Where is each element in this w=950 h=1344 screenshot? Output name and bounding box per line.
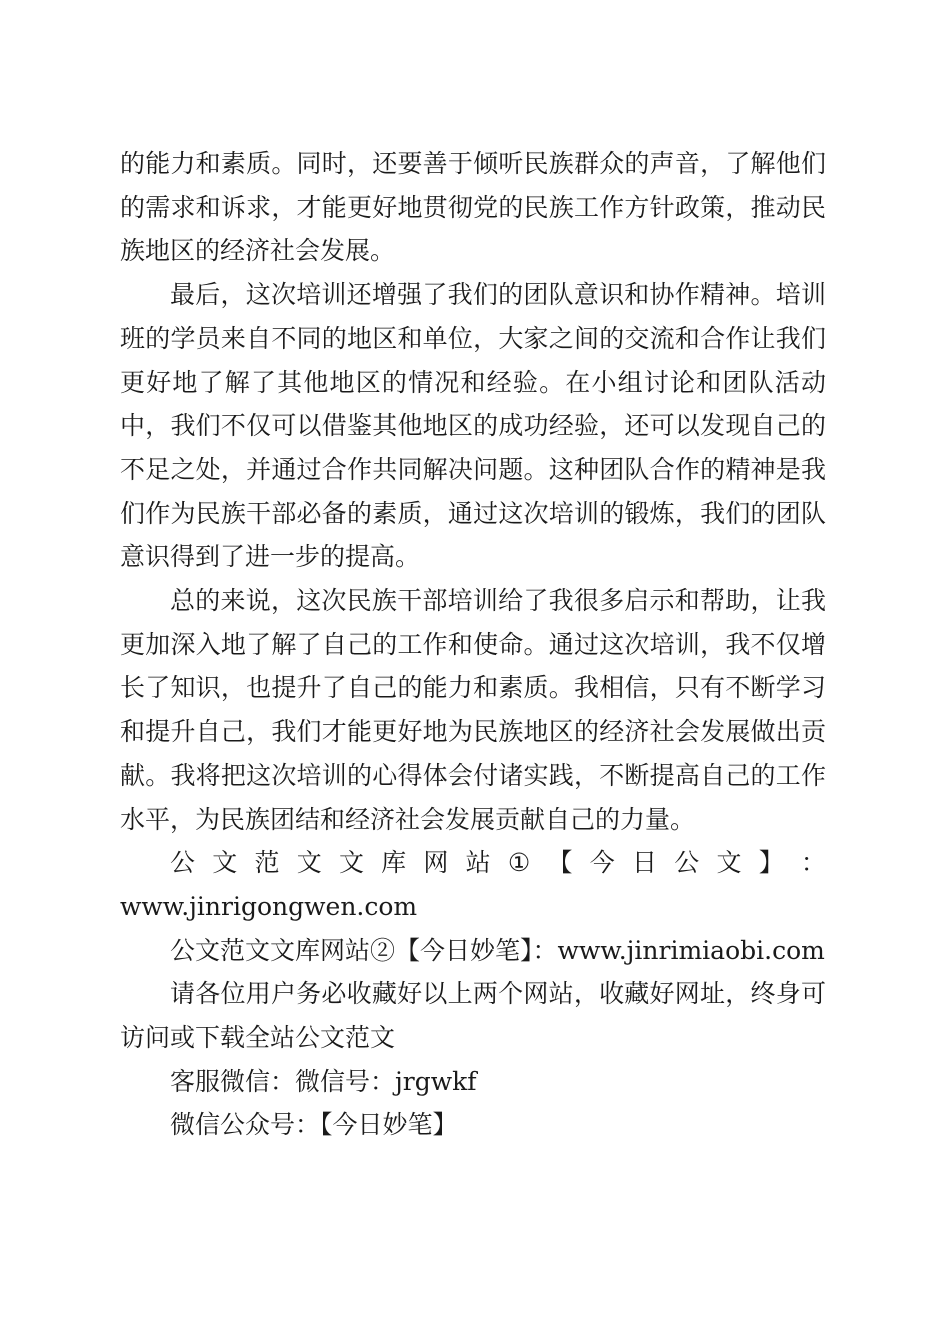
- paragraph-continued: 的能力和素质。同时，还要善于倾听民族群众的声音，了解他们的需求和诉求，才能更好地贯彻党的民族工作方针政策，推动民族地区的经济社会发展。: [120, 149, 826, 266]
- footer-wechat-service: 客服微信：微信号：jrgwkf: [170, 1066, 477, 1096]
- footer-site1-char: 】: [758, 848, 784, 878]
- footer-site1-char: 文: [296, 848, 322, 878]
- footer-site1-line: [120, 841, 826, 885]
- footer-site1-char: 文: [212, 848, 238, 878]
- footer-site1-char: 日: [631, 848, 657, 878]
- paragraph-conclusion: 总的来说，这次民族干部培训给了我很多启示和帮助，让我更加深入地了解了自己的工作和使命。通过这次培训，我不仅增长了知识，也提升了自己的能力和素质。我相信，只有不断学习和提升自己，我们才能更好地为民族地区的经济社会发展做出贡献。我将把这次培训的心得体会付诸实践，不断提高自己的工作水平，为民族团结和经济社会发展贡献自己的力量。: [120, 586, 826, 834]
- footer-notice: 请各位用户务必收藏好以上两个网站，收藏好网址，终身可访问或下载全站公文范文: [120, 979, 826, 1053]
- footer-site1-char: 公: [170, 848, 196, 878]
- footer-site1-char: 文: [338, 848, 364, 878]
- footer-site1-char: 站: [465, 848, 491, 878]
- footer-site1-char: 【: [547, 848, 573, 878]
- footer-site1-char: 范: [254, 848, 280, 878]
- footer-site1-char: 公: [674, 848, 700, 878]
- footer-site1-char: 库: [381, 848, 407, 878]
- footer-site1-char: 文: [716, 848, 742, 878]
- footer-wechat-public: 微信公众号：【今日妙笔】: [170, 1110, 458, 1140]
- footer-site1-char: 今: [589, 848, 615, 878]
- footer-site1-char: 网: [423, 848, 449, 878]
- paragraph-teamwork: 最后，这次培训还增强了我们的团队意识和协作精神。培训班的学员来自不同的地区和单位，大家之间的交流和合作让我们更好地了解了其他地区的情况和经验。在小组讨论和团队活动中，我们不仅可以借鉴其他地区的成功经验，还可以发现自己的不足之处，并通过合作共同解决问题。这种团队合作的精神是我们作为民族干部必备的素质，通过这次培训的锻炼，我们的团队意识得到了进一步的提高。: [120, 280, 826, 572]
- footer-site1-char: ①: [507, 848, 531, 878]
- footer-site2-line: 公文范文文库网站②【今日妙笔】：www.jinrimiaobi.com: [170, 935, 825, 965]
- footer-site1-url[interactable]: www.jinrigongwen.com: [120, 891, 418, 921]
- document-body: [120, 142, 826, 1147]
- footer-site1-char: ：: [800, 848, 826, 878]
